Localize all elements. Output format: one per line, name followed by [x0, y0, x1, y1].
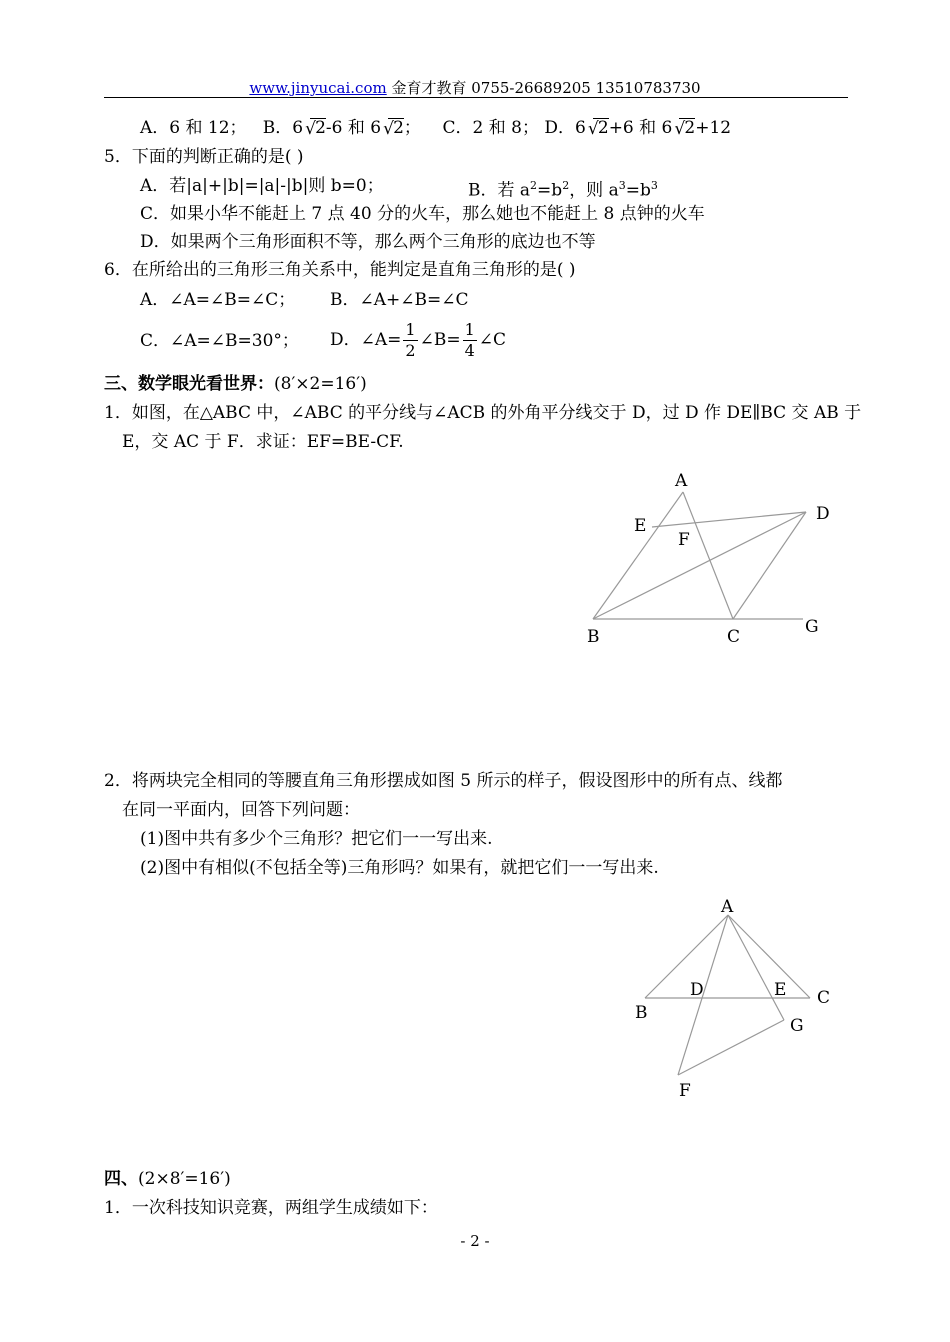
- q4-options: A．6 和 12； B．6 √ 2-6 和 6 √ 2； C．2 和 8； D．6 √ 2+6 和 6 √ 2+12: [140, 118, 732, 139]
- sqrt-symbol: √ 2: [383, 118, 404, 139]
- fig2-label-G: G: [790, 1016, 804, 1036]
- q6-option-b: B．∠A+∠B=∠C: [330, 290, 469, 310]
- sqrt-symbol: √ 2: [587, 118, 609, 139]
- fig2-label-D: D: [690, 980, 704, 1000]
- p1-line1: 1．如图，在△ABC 中，∠ABC 的平分线与∠ACB 的外角平分线交于 D，过 D 作 DE∥BC 交 AB 于: [104, 403, 862, 423]
- fig1-label-C: C: [727, 627, 741, 647]
- figure-2: [620, 890, 840, 1105]
- q4-option-b: B．6: [262, 118, 304, 138]
- header-rule: [104, 97, 848, 98]
- q5-stem: 5．下面的判断正确的是( ): [104, 147, 304, 167]
- section4-heading: 四、(2×8′=16′): [104, 1169, 231, 1189]
- p1-line2: E，交 AC 于 F．求证：EF=BE-CF.: [122, 432, 404, 452]
- fraction-quarter: $\frac{1}{4}$: [464, 320, 475, 360]
- fig2-label-B: B: [635, 1003, 648, 1023]
- q4-option-a: A．6 和 12；: [140, 118, 247, 138]
- p2-line4: (2)图中有相似(不包括全等)三角形吗？如果有，就把它们一一写出来.: [140, 858, 659, 878]
- fig1-label-G: G: [805, 617, 819, 637]
- header-org: 金育才教育 0755-26689205 13510783730: [386, 79, 701, 97]
- q6-option-a: A．∠A=∠B=∠C；: [140, 290, 296, 310]
- fig1-label-E: E: [634, 516, 647, 536]
- fig1-label-F: F: [678, 530, 690, 550]
- q5-option-a: A．若|a|+|b|=|a|-|b|则 b=0；: [140, 176, 384, 196]
- q6-option-d: D．∠A= $\frac{1}{2}$ ∠B= $\frac{1}{4}$ ∠C: [330, 320, 507, 360]
- q5-option-b: B．若 $a^2=b^2$，则 $a^3=b^3$: [468, 179, 658, 201]
- fig2-label-E: E: [774, 980, 787, 1000]
- fig1-label-B: B: [587, 627, 600, 647]
- fig2-label-F: F: [679, 1081, 691, 1101]
- q4-option-d: D．6: [544, 118, 586, 138]
- p2-line1: 2．将两块完全相同的等腰直角三角形摆成如图 5 所示的样子，假设图形中的所有点、线都: [104, 771, 783, 791]
- p2-line2: 在同一平面内，回答下列问题：: [122, 800, 360, 820]
- q6-stem: 6．在所给出的三角形三角关系中，能判定是直角三角形的是( ): [104, 260, 576, 280]
- p2-line3: (1)图中共有多少个三角形？把它们一一写出来.: [140, 829, 493, 849]
- sqrt-symbol: √ 2: [305, 118, 326, 139]
- figure-1: [560, 460, 860, 660]
- sqrt-symbol: √ 2: [674, 118, 696, 139]
- section3-heading: 三、数学眼光看世界：(8′×2=16′): [104, 374, 367, 394]
- q5-option-d: D．如果两个三角形面积不等，那么两个三角形的底边也不等: [140, 232, 596, 252]
- page-header: [0, 78, 950, 98]
- fig1-label-D: D: [816, 504, 830, 524]
- q4-option-c: C．2 和 8；: [442, 118, 539, 138]
- header-link[interactable]: www.jinyucai.com: [249, 79, 387, 97]
- fig2-label-C: C: [817, 988, 831, 1008]
- q5-option-c: C．如果小华不能赶上 7 点 40 分的火车，那么她也不能赶上 8 点钟的火车: [140, 204, 705, 224]
- fraction-half: $\frac{1}{2}$: [405, 320, 416, 360]
- fig2-label-A: A: [721, 897, 734, 917]
- page-number: - 2 -: [460, 1232, 490, 1250]
- fig1-label-A: A: [675, 471, 688, 491]
- q6-option-c: C．∠A=∠B=30°；: [140, 331, 299, 351]
- p3-line1: 1．一次科技知识竞赛，两组学生成绩如下：: [104, 1198, 438, 1218]
